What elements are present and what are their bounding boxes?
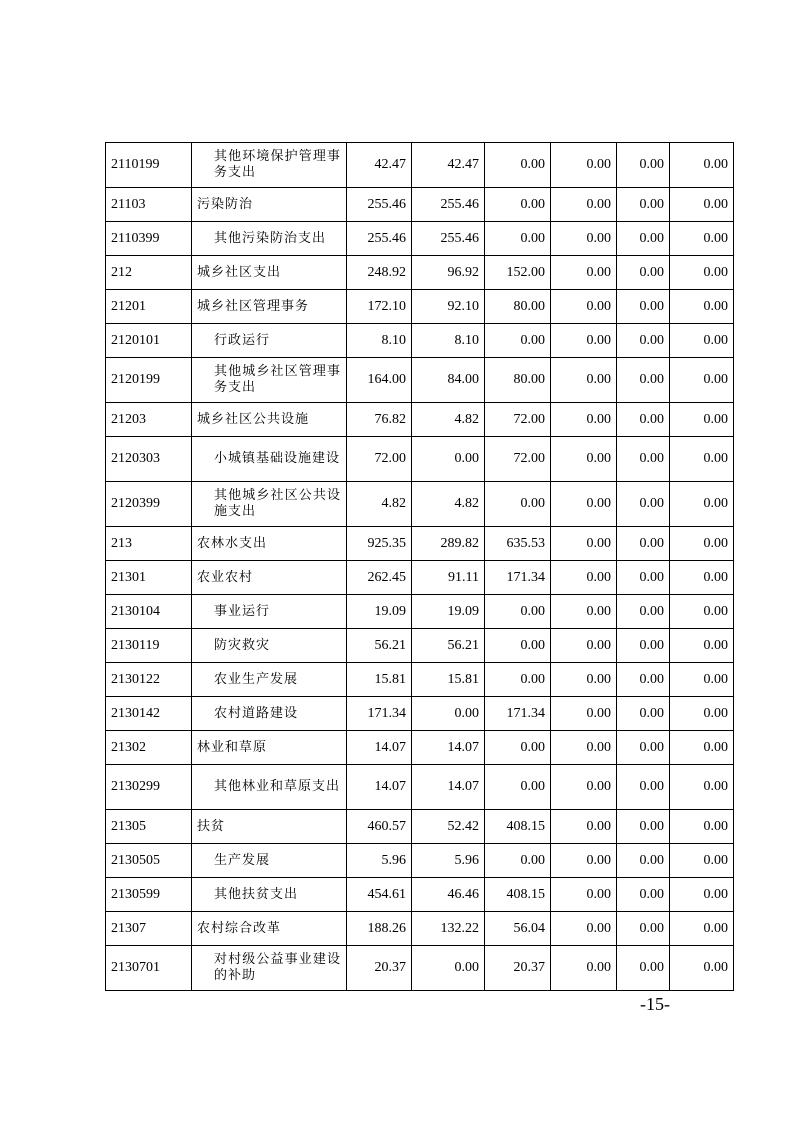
value-cell-5: 0.00 — [617, 290, 670, 324]
category-name-cell: 行政运行 — [192, 324, 347, 358]
table-row — [106, 731, 734, 765]
project-expenditure-cell: 0.00 — [485, 222, 551, 256]
basic-expenditure-cell: 289.82 — [412, 527, 485, 561]
project-expenditure-cell: 152.00 — [485, 256, 551, 290]
code-cell: 2130299 — [106, 765, 192, 810]
total-cell: 5.96 — [347, 844, 412, 878]
category-name-cell: 生产发展 — [192, 844, 347, 878]
value-cell-5: 0.00 — [617, 403, 670, 437]
value-cell-5: 0.00 — [617, 595, 670, 629]
basic-expenditure-cell: 132.22 — [412, 912, 485, 946]
value-cell-4: 0.00 — [551, 844, 617, 878]
project-expenditure-cell: 171.34 — [485, 561, 551, 595]
value-cell-4: 0.00 — [551, 188, 617, 222]
value-cell-4: 0.00 — [551, 629, 617, 663]
category-name-cell: 扶贫 — [192, 810, 347, 844]
value-cell-4: 0.00 — [551, 731, 617, 765]
project-expenditure-cell: 56.04 — [485, 912, 551, 946]
value-cell-6: 0.00 — [670, 188, 734, 222]
code-cell: 213 — [106, 527, 192, 561]
basic-expenditure-cell: 92.10 — [412, 290, 485, 324]
value-cell-5: 0.00 — [617, 731, 670, 765]
category-name-cell: 其他环境保护管理事务支出 — [192, 143, 347, 188]
category-name-cell: 污染防治 — [192, 188, 347, 222]
basic-expenditure-cell: 0.00 — [412, 437, 485, 482]
value-cell-6: 0.00 — [670, 731, 734, 765]
value-cell-6: 0.00 — [670, 561, 734, 595]
value-cell-6: 0.00 — [670, 595, 734, 629]
total-cell: 171.34 — [347, 697, 412, 731]
project-expenditure-cell: 80.00 — [485, 358, 551, 403]
code-cell: 2120199 — [106, 358, 192, 403]
project-expenditure-cell: 72.00 — [485, 437, 551, 482]
value-cell-4: 0.00 — [551, 810, 617, 844]
code-cell: 2120303 — [106, 437, 192, 482]
basic-expenditure-cell: 255.46 — [412, 188, 485, 222]
category-name-cell: 小城镇基础设施建设 — [192, 437, 347, 482]
budget-table — [105, 142, 734, 991]
code-cell: 2130701 — [106, 946, 192, 991]
table-row — [106, 358, 734, 403]
code-cell: 2130119 — [106, 629, 192, 663]
project-expenditure-cell: 0.00 — [485, 188, 551, 222]
table-body — [106, 143, 734, 991]
value-cell-5: 0.00 — [617, 527, 670, 561]
code-cell: 2130599 — [106, 878, 192, 912]
value-cell-6: 0.00 — [670, 844, 734, 878]
value-cell-6: 0.00 — [670, 290, 734, 324]
project-expenditure-cell: 171.34 — [485, 697, 551, 731]
value-cell-5: 0.00 — [617, 629, 670, 663]
table-row — [106, 946, 734, 991]
basic-expenditure-cell: 0.00 — [412, 697, 485, 731]
total-cell: 460.57 — [347, 810, 412, 844]
project-expenditure-cell: 72.00 — [485, 403, 551, 437]
code-cell: 21302 — [106, 731, 192, 765]
code-cell: 2130104 — [106, 595, 192, 629]
basic-expenditure-cell: 46.46 — [412, 878, 485, 912]
total-cell: 14.07 — [347, 765, 412, 810]
value-cell-4: 0.00 — [551, 946, 617, 991]
project-expenditure-cell: 0.00 — [485, 731, 551, 765]
total-cell: 248.92 — [347, 256, 412, 290]
project-expenditure-cell: 0.00 — [485, 595, 551, 629]
value-cell-6: 0.00 — [670, 765, 734, 810]
total-cell: 255.46 — [347, 188, 412, 222]
value-cell-5: 0.00 — [617, 188, 670, 222]
basic-expenditure-cell: 96.92 — [412, 256, 485, 290]
category-name-cell: 农村综合改革 — [192, 912, 347, 946]
value-cell-4: 0.00 — [551, 595, 617, 629]
basic-expenditure-cell: 52.42 — [412, 810, 485, 844]
table-row — [106, 403, 734, 437]
project-expenditure-cell: 0.00 — [485, 324, 551, 358]
value-cell-6: 0.00 — [670, 629, 734, 663]
value-cell-6: 0.00 — [670, 437, 734, 482]
project-expenditure-cell: 20.37 — [485, 946, 551, 991]
value-cell-4: 0.00 — [551, 482, 617, 527]
total-cell: 255.46 — [347, 222, 412, 256]
value-cell-6: 0.00 — [670, 527, 734, 561]
basic-expenditure-cell: 56.21 — [412, 629, 485, 663]
project-expenditure-cell: 0.00 — [485, 143, 551, 188]
value-cell-5: 0.00 — [617, 844, 670, 878]
category-name-cell: 防灾救灾 — [192, 629, 347, 663]
category-name-cell: 其他城乡社区公共设施支出 — [192, 482, 347, 527]
table-row — [106, 810, 734, 844]
basic-expenditure-cell: 14.07 — [412, 765, 485, 810]
total-cell: 925.35 — [347, 527, 412, 561]
value-cell-6: 0.00 — [670, 946, 734, 991]
code-cell: 21307 — [106, 912, 192, 946]
code-cell: 21301 — [106, 561, 192, 595]
basic-expenditure-cell: 42.47 — [412, 143, 485, 188]
value-cell-4: 0.00 — [551, 290, 617, 324]
value-cell-4: 0.00 — [551, 143, 617, 188]
category-name-cell: 林业和草原 — [192, 731, 347, 765]
total-cell: 72.00 — [347, 437, 412, 482]
code-cell: 21103 — [106, 188, 192, 222]
value-cell-4: 0.00 — [551, 358, 617, 403]
value-cell-5: 0.00 — [617, 946, 670, 991]
project-expenditure-cell: 80.00 — [485, 290, 551, 324]
table-row — [106, 222, 734, 256]
value-cell-5: 0.00 — [617, 697, 670, 731]
value-cell-6: 0.00 — [670, 697, 734, 731]
table-row — [106, 912, 734, 946]
code-cell: 21203 — [106, 403, 192, 437]
table-row — [106, 143, 734, 188]
total-cell: 20.37 — [347, 946, 412, 991]
basic-expenditure-cell: 5.96 — [412, 844, 485, 878]
basic-expenditure-cell: 14.07 — [412, 731, 485, 765]
project-expenditure-cell: 408.15 — [485, 810, 551, 844]
value-cell-6: 0.00 — [670, 878, 734, 912]
total-cell: 164.00 — [347, 358, 412, 403]
value-cell-5: 0.00 — [617, 765, 670, 810]
project-expenditure-cell: 0.00 — [485, 844, 551, 878]
code-cell: 21305 — [106, 810, 192, 844]
value-cell-4: 0.00 — [551, 561, 617, 595]
table-row — [106, 844, 734, 878]
table-row — [106, 527, 734, 561]
category-name-cell: 城乡社区公共设施 — [192, 403, 347, 437]
value-cell-6: 0.00 — [670, 324, 734, 358]
table-row — [106, 878, 734, 912]
value-cell-5: 0.00 — [617, 878, 670, 912]
basic-expenditure-cell: 15.81 — [412, 663, 485, 697]
value-cell-5: 0.00 — [617, 561, 670, 595]
basic-expenditure-cell: 19.09 — [412, 595, 485, 629]
basic-expenditure-cell: 0.00 — [412, 946, 485, 991]
table-row — [106, 663, 734, 697]
value-cell-4: 0.00 — [551, 324, 617, 358]
value-cell-6: 0.00 — [670, 482, 734, 527]
category-name-cell: 其他城乡社区管理事务支出 — [192, 358, 347, 403]
category-name-cell: 农业农村 — [192, 561, 347, 595]
category-name-cell: 农村道路建设 — [192, 697, 347, 731]
total-cell: 8.10 — [347, 324, 412, 358]
value-cell-6: 0.00 — [670, 912, 734, 946]
total-cell: 4.82 — [347, 482, 412, 527]
value-cell-6: 0.00 — [670, 403, 734, 437]
category-name-cell: 其他扶贫支出 — [192, 878, 347, 912]
code-cell: 2110199 — [106, 143, 192, 188]
code-cell: 2120101 — [106, 324, 192, 358]
project-expenditure-cell: 0.00 — [485, 629, 551, 663]
table-row — [106, 765, 734, 810]
project-expenditure-cell: 0.00 — [485, 482, 551, 527]
code-cell: 2130505 — [106, 844, 192, 878]
code-cell: 21201 — [106, 290, 192, 324]
basic-expenditure-cell: 8.10 — [412, 324, 485, 358]
total-cell: 42.47 — [347, 143, 412, 188]
value-cell-4: 0.00 — [551, 878, 617, 912]
table-row — [106, 256, 734, 290]
total-cell: 454.61 — [347, 878, 412, 912]
table-row — [106, 482, 734, 527]
total-cell: 19.09 — [347, 595, 412, 629]
basic-expenditure-cell: 4.82 — [412, 403, 485, 437]
basic-expenditure-cell: 91.11 — [412, 561, 485, 595]
project-expenditure-cell: 0.00 — [485, 765, 551, 810]
total-cell: 172.10 — [347, 290, 412, 324]
value-cell-5: 0.00 — [617, 324, 670, 358]
category-name-cell: 农业生产发展 — [192, 663, 347, 697]
value-cell-5: 0.00 — [617, 358, 670, 403]
value-cell-5: 0.00 — [617, 222, 670, 256]
total-cell: 76.82 — [347, 403, 412, 437]
basic-expenditure-cell: 84.00 — [412, 358, 485, 403]
value-cell-4: 0.00 — [551, 222, 617, 256]
total-cell: 188.26 — [347, 912, 412, 946]
table-row — [106, 324, 734, 358]
value-cell-5: 0.00 — [617, 912, 670, 946]
total-cell: 14.07 — [347, 731, 412, 765]
code-cell: 2110399 — [106, 222, 192, 256]
value-cell-4: 0.00 — [551, 663, 617, 697]
project-expenditure-cell: 0.00 — [485, 663, 551, 697]
code-cell: 2130122 — [106, 663, 192, 697]
value-cell-5: 0.00 — [617, 663, 670, 697]
page-number: -15- — [640, 994, 670, 1014]
category-name-cell: 对村级公益事业建设的补助 — [192, 946, 347, 991]
value-cell-5: 0.00 — [617, 810, 670, 844]
table-row — [106, 697, 734, 731]
total-cell: 15.81 — [347, 663, 412, 697]
value-cell-5: 0.00 — [617, 256, 670, 290]
basic-expenditure-cell: 255.46 — [412, 222, 485, 256]
table-row — [106, 188, 734, 222]
value-cell-4: 0.00 — [551, 527, 617, 561]
category-name-cell: 事业运行 — [192, 595, 347, 629]
value-cell-6: 0.00 — [670, 143, 734, 188]
value-cell-4: 0.00 — [551, 403, 617, 437]
code-cell: 2120399 — [106, 482, 192, 527]
value-cell-4: 0.00 — [551, 765, 617, 810]
code-cell: 2130142 — [106, 697, 192, 731]
basic-expenditure-cell: 4.82 — [412, 482, 485, 527]
table-row — [106, 629, 734, 663]
table-row — [106, 561, 734, 595]
value-cell-6: 0.00 — [670, 810, 734, 844]
value-cell-6: 0.00 — [670, 663, 734, 697]
code-cell: 212 — [106, 256, 192, 290]
category-name-cell: 农林水支出 — [192, 527, 347, 561]
category-name-cell: 其他污染防治支出 — [192, 222, 347, 256]
value-cell-5: 0.00 — [617, 482, 670, 527]
category-name-cell: 其他林业和草原支出 — [192, 765, 347, 810]
project-expenditure-cell: 408.15 — [485, 878, 551, 912]
value-cell-4: 0.00 — [551, 912, 617, 946]
value-cell-5: 0.00 — [617, 143, 670, 188]
category-name-cell: 城乡社区管理事务 — [192, 290, 347, 324]
category-name-cell: 城乡社区支出 — [192, 256, 347, 290]
value-cell-4: 0.00 — [551, 256, 617, 290]
total-cell: 262.45 — [347, 561, 412, 595]
table-row — [106, 290, 734, 324]
value-cell-6: 0.00 — [670, 222, 734, 256]
value-cell-6: 0.00 — [670, 256, 734, 290]
total-cell: 56.21 — [347, 629, 412, 663]
project-expenditure-cell: 635.53 — [485, 527, 551, 561]
table-row — [106, 437, 734, 482]
value-cell-5: 0.00 — [617, 437, 670, 482]
value-cell-6: 0.00 — [670, 358, 734, 403]
table-row — [106, 595, 734, 629]
value-cell-4: 0.00 — [551, 697, 617, 731]
value-cell-4: 0.00 — [551, 437, 617, 482]
